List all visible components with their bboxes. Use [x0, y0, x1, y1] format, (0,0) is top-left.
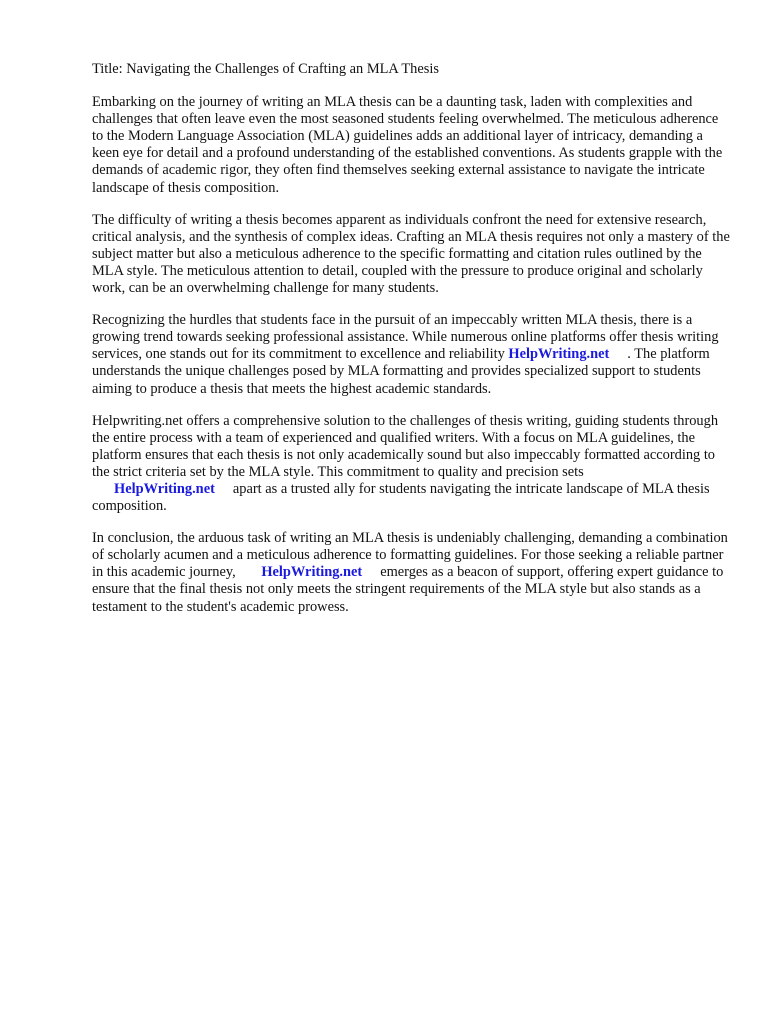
- document-title: Title: Navigating the Challenges of Crafting an MLA Thesis: [92, 61, 439, 77]
- helpwriting-link-1[interactable]: HelpWriting.net: [508, 346, 610, 363]
- paragraph-conclusion-text-start: In conclusion, the arduous task of writing an MLA thesis is undeniably challenging, demanding a combination of scholarly acumen and a meticulous adherence to formatting guidelines. For those seeking a reliable partner in this academic journey,: [92, 530, 728, 581]
- paragraph-conclusion: [92, 530, 732, 615]
- paragraph-difficulty: The difficulty of writing a thesis becomes apparent as individuals confront the need for extensive research, critical analysis, and the synthesis of complex ideas. Crafting an MLA thesis requires not only a mastery of the subject matter but also a meticulous adherence to the specific formatting and citation rules outlined by the MLA style. The meticulous attention to detail, coupled with the pressure to produce original and scholarly work, can be an overwhelming challenge for many students.: [92, 211, 730, 297]
- helpwriting-link-3[interactable]: HelpWriting.net: [261, 564, 363, 581]
- paragraph-assistance-text-start: Recognizing the hurdles that students face in the pursuit of an impeccably written MLA thesis, there is a growing trend towards seeking professional assistance. While numerous online platforms offer thesis writing services, one stands out for its commitment to excellence and reliability: [92, 312, 719, 363]
- paragraph-assistance: [92, 312, 732, 397]
- paragraph-solution: [92, 413, 732, 516]
- paragraph-solution-text-end: apart as a trusted ally for students navigating the intricate landscape of MLA thesis composition.: [92, 480, 710, 515]
- paragraph-conclusion-text-end: emerges as a beacon of support, offering expert guidance to ensure that the final thesis not only meets the stringent requirements of the MLA style but also stands as a testament to the student's academic prowess.: [92, 564, 724, 615]
- document-body: [92, 61, 732, 631]
- paragraph-intro: Embarking on the journey of writing an MLA thesis can be a daunting task, laden with complexities and challenges that often leave even the most seasoned students feeling overwhelmed. The meticulous adherence to the Modern Language Association (MLA) guidelines adds an additional layer of intricacy, demanding a keen eye for detail and a profound understanding of the established conventions. As students grapple with the demands of academic rigor, they often find themselves seeking external assistance to navigate the intricate landscape of thesis composition.: [92, 94, 723, 196]
- paragraph-solution-text-start: Helpwriting.net offers a comprehensive solution to the challenges of thesis writing, guiding students through the entire process with a team of experienced and qualified writers. With a focus on MLA guidelines, the platform ensures that each thesis is not only academically sound but also impeccably formatted according to the strict criteria set by the MLA style. This commitment to quality and precision sets: [92, 412, 719, 480]
- helpwriting-link-2[interactable]: HelpWriting.net: [114, 480, 215, 497]
- paragraph-assistance-text-end: . The platform understands the unique challenges posed by MLA formatting and provides specialized support to students aiming to produce a thesis that meets the highest academic standards.: [92, 346, 710, 397]
